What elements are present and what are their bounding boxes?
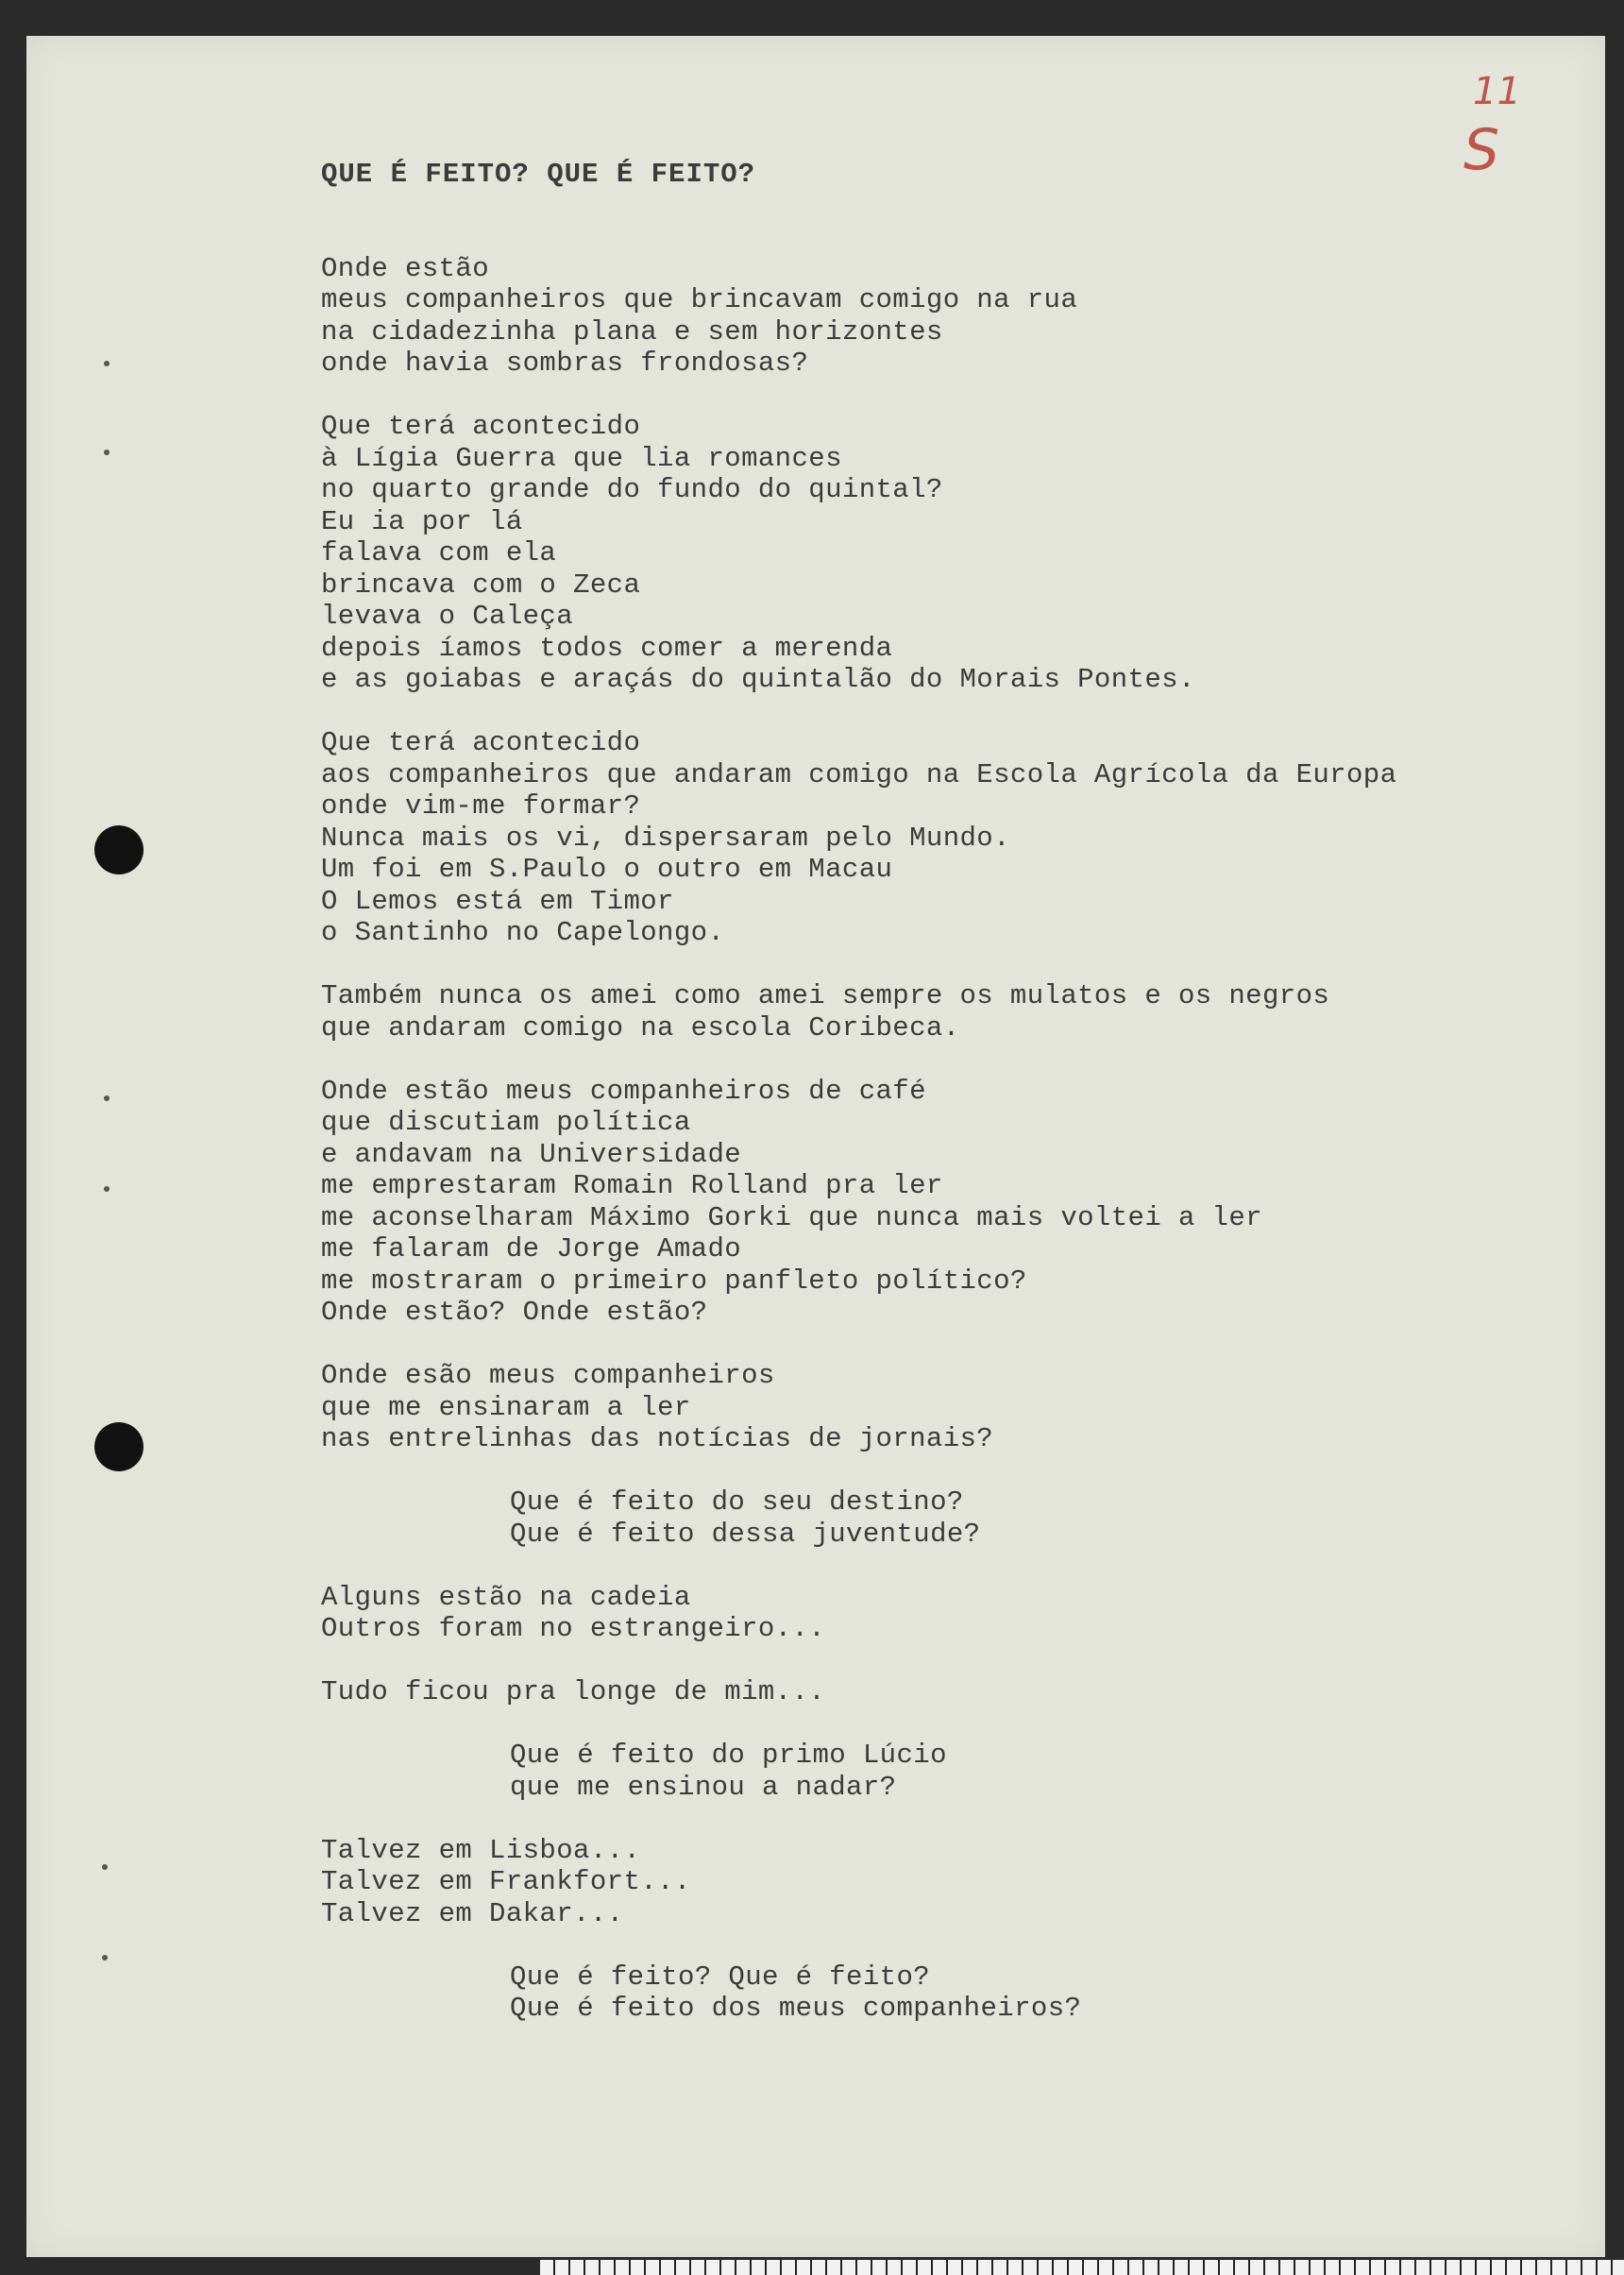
poem-line: Que terá acontecido [321, 727, 641, 758]
poem-line: Que é feito dos meus companheiros? [510, 1993, 1082, 2024]
poem-line: Também nunca os amei como amei sempre os mulatos e os negros [321, 980, 1330, 1011]
poem-line: me aconselharam Máximo Gorki que nunca mais voltei a ler [321, 1201, 1262, 1233]
poem-line: Talvez em Dakar... [321, 1897, 624, 1929]
poem-body [321, 253, 1548, 2025]
poem-line: que andaram comigo na escola Coribeca. [321, 1011, 960, 1044]
poem-line: O Lemos está em Timor [321, 885, 674, 917]
stanza [321, 980, 1548, 1044]
margin-dot [102, 1955, 108, 1961]
poem-line: Que é feito do primo Lúcio [510, 1740, 947, 1771]
stanza [321, 1076, 1548, 1329]
poem-line: me mostraram o primeiro panfleto político? [321, 1265, 1027, 1297]
folio-annotation: 11 [1473, 70, 1521, 113]
poem-line: e andavam na Universidade [321, 1138, 742, 1170]
margin-dot [104, 1095, 110, 1101]
poem-line: Um foi em S.Paulo o outro em Macau [321, 854, 893, 885]
stanza [321, 1582, 1548, 1645]
punch-hole-bottom [94, 1422, 144, 1471]
poem-line: que discutiam política [321, 1107, 691, 1138]
poem-line: que me ensinou a nadar? [510, 1771, 897, 1803]
poem-line: Eu ia por lá [321, 505, 523, 537]
margin-dot [104, 1186, 110, 1192]
stanza [321, 1360, 1548, 1455]
poem-line: Onde estão meus companheiros de café [321, 1075, 926, 1107]
poem-line: Tudo ficou pra longe de mim... [321, 1676, 826, 1707]
scale-ruler [540, 2260, 1624, 2275]
poem-line: Que é feito? Que é feito? [510, 1961, 931, 1993]
poem-line: onde havia sombras frondosas? [321, 348, 809, 379]
margin-dot [104, 450, 110, 455]
poem-line: onde vim-me formar? [321, 790, 641, 822]
stanza [321, 1835, 1548, 1930]
poem-line: Talvez em Frankfort... [321, 1866, 691, 1897]
poem-line: na cidadezinha plana e sem horizontes [321, 315, 943, 348]
poem-line: levava o Caleça [321, 601, 574, 632]
mark-annotation: S [1463, 117, 1500, 183]
poem-line: nas entrelinhas das notícias de jornais? [321, 1423, 994, 1454]
stanza [321, 253, 1548, 380]
poem-line: depois íamos todos comer a merenda [321, 632, 893, 664]
margin-dot [104, 361, 110, 366]
stanza [321, 727, 1548, 949]
poem-line: que me ensinaram a ler [321, 1391, 691, 1423]
poem-line: Alguns estão na cadeia [321, 1581, 691, 1613]
poem-title: QUE É FEITO? QUE É FEITO? [321, 159, 756, 190]
poem-line: Nunca mais os vi, dispersaram pelo Mundo. [321, 822, 1010, 854]
stanza [321, 411, 1548, 696]
poem-line: Onde esão meus companheiros [321, 1360, 775, 1391]
stanza [321, 1676, 1548, 1708]
poem-line: Onde estão? Onde estão? [321, 1297, 708, 1328]
punch-hole-top [94, 825, 144, 874]
poem-line: brincava com o Zeca [321, 569, 641, 601]
poem-line: falava com ela [321, 537, 557, 569]
margin-dot [102, 1864, 108, 1870]
poem-line: meus companheiros que brincavam comigo na rua [321, 284, 1078, 315]
poem-line: Talvez em Lisboa... [321, 1834, 641, 1866]
poem-line: no quarto grande do fundo do quintal? [321, 474, 943, 505]
poem-line: me emprestaram Romain Rolland pra ler [321, 1170, 943, 1201]
stanza [321, 1740, 1548, 1803]
poem-line: Outros foram no estrangeiro... [321, 1613, 826, 1644]
poem-line: à Lígia Guerra que lia romances [321, 442, 842, 474]
poem-line: e as goiabas e araçás do quintalão do Morais Pontes. [321, 664, 1195, 695]
poem-line: aos companheiros que andaram comigo na Escola Agrícola da Europa [321, 758, 1397, 790]
stanza [321, 1486, 1548, 1550]
poem-line: o Santinho no Capelongo. [321, 917, 725, 948]
poem-line: Que é feito dessa juventude? [510, 1518, 981, 1550]
poem-line: Que terá acontecido [321, 411, 641, 442]
poem-line: Onde estão [321, 252, 490, 284]
poem [321, 159, 1548, 2056]
poem-line: Que é feito do seu destino? [510, 1486, 964, 1518]
stanza [321, 1961, 1548, 2025]
poem-line: me falaram de Jorge Amado [321, 1233, 742, 1265]
